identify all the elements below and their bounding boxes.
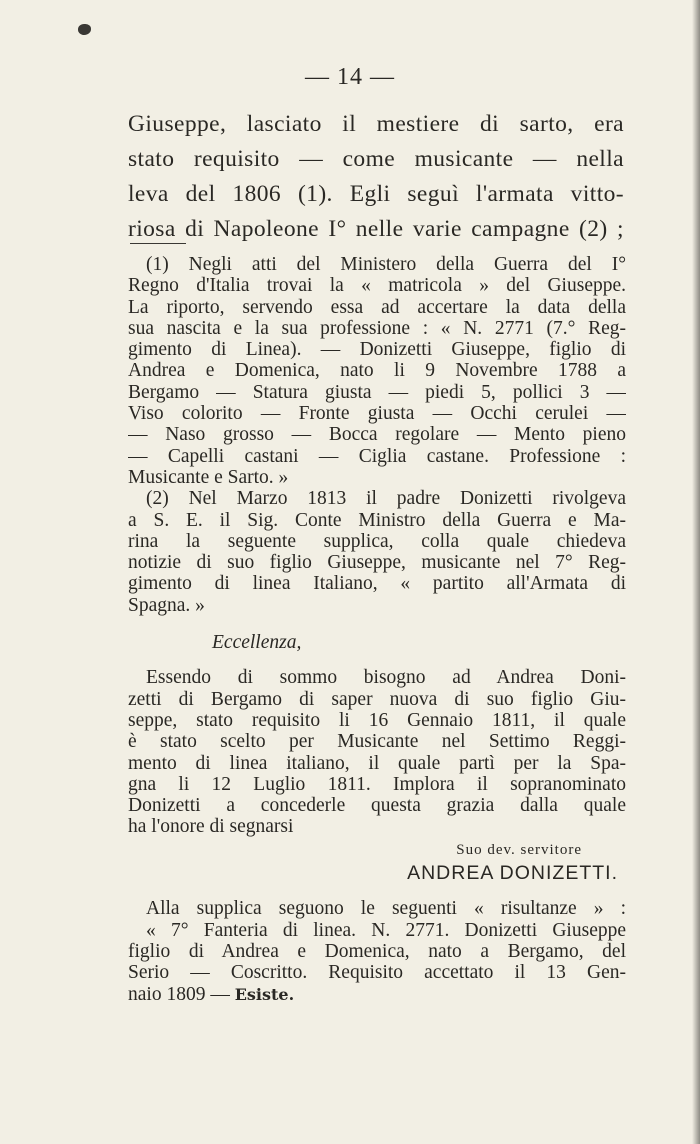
petition-line: Donizetti a concederle questa grazia dalla quale xyxy=(128,795,626,817)
footnote-line: (2) Nel Marzo 1813 il padre Donizetti rivolgeva xyxy=(146,488,626,510)
footnote-line: gimento di linea Italiano, « partito all'Armata di xyxy=(128,573,626,595)
footnote-line: sua nascita e la sua professione : « N. 2771 (7.° Reg- xyxy=(128,317,626,339)
petition-line: Essendo di sommo bisogno ad Andrea Doni- xyxy=(146,667,626,689)
petition-signature: ANDREA DONIZETTI. xyxy=(407,862,618,885)
footnote-line: Andrea e Domenica, nato li 9 Novembre 1788 a xyxy=(128,360,626,382)
results-last-text: naio 1809 — xyxy=(128,983,230,1005)
results-line: Serio — Coscritto. Requisito accettato il 13 Gen- xyxy=(128,962,626,984)
footnotes xyxy=(128,254,626,1005)
footnote-line: La riporto, servendo essa ad accertare la data della xyxy=(128,296,626,318)
petition-line: ha l'onore di segnarsi xyxy=(128,816,294,838)
petition-line: zetti di Bergamo di saper nuova di suo figlio Giu- xyxy=(128,688,626,710)
petition-line: mento di linea italiano, il quale partì per la Spa- xyxy=(128,752,626,774)
footnote-divider xyxy=(130,243,186,244)
page-number: — 14 — xyxy=(305,64,395,90)
body-line: Giuseppe, lasciato il mestiere di sarto, era xyxy=(128,111,624,137)
footnote-line: Bergamo — Statura giusta — piedi 5, pollici 3 — xyxy=(128,381,626,403)
petition-line: gna li 12 Luglio 1811. Implora il sopranominato xyxy=(128,773,626,795)
page-edge-shadow xyxy=(692,0,700,1144)
petition-line: seppe, stato requisito li 16 Gennaio 1811, il quale xyxy=(128,709,626,731)
body-line: leva del 1806 (1). Egli seguì l'armata vitto- xyxy=(128,181,624,207)
results-text xyxy=(128,898,626,1004)
results-line xyxy=(128,984,626,1005)
footnote-line: Regno d'Italia trovai la « matricola » del Giuseppe. xyxy=(128,275,626,297)
ink-blot xyxy=(78,24,91,35)
body-line: stato requisito — come musicante — nella xyxy=(128,146,624,172)
footnote-2 xyxy=(128,488,626,616)
petition-text xyxy=(128,667,626,837)
petition-line: è stato scelto per Musicante nel Settimo Reggi- xyxy=(128,731,626,753)
results-line: « 7° Fanteria di linea. N. 2771. Donizetti Giuseppe xyxy=(146,919,626,941)
footnote-line: (1) Negli atti del Ministero della Guerra del I° xyxy=(146,254,626,275)
results-line: figlio di Andrea e Domenica, nato a Bergamo, del xyxy=(128,940,626,962)
body-line: riosa di Napoleone I° nelle varie campagne (2) ; xyxy=(128,216,624,242)
footnote-line: — Capelli castani — Ciglia castane. Professione : xyxy=(128,445,626,467)
results-bold-word: Esiste. xyxy=(234,984,295,1004)
petition-signoff: Suo dev. servitore xyxy=(456,841,582,858)
footnote-line: gimento di Linea). — Donizetti Giuseppe, figlio di xyxy=(128,339,626,361)
footnote-line: a S. E. il Sig. Conte Ministro della Guerra e Ma- xyxy=(128,509,626,531)
footnote-line: rina la seguente supplica, colla quale chiedeva xyxy=(128,530,626,552)
footnote-line: — Naso grosso — Bocca regolare — Mento pieno xyxy=(128,424,626,446)
petition-salutation: Eccellenza, xyxy=(212,632,302,654)
footnote-1 xyxy=(128,254,626,488)
footnote-line: Viso colorito — Fronte giusta — Occhi cerulei — xyxy=(128,403,626,425)
footnote-line: Musicante e Sarto. » xyxy=(128,466,289,488)
main-paragraph xyxy=(128,107,624,247)
footnote-line: notizie di suo figlio Giuseppe, musicante nel 7° Reg- xyxy=(128,552,626,574)
results-line: Alla supplica seguono le seguenti « risultanze » : xyxy=(146,898,626,920)
footnote-line: Spagna. » xyxy=(128,594,205,616)
